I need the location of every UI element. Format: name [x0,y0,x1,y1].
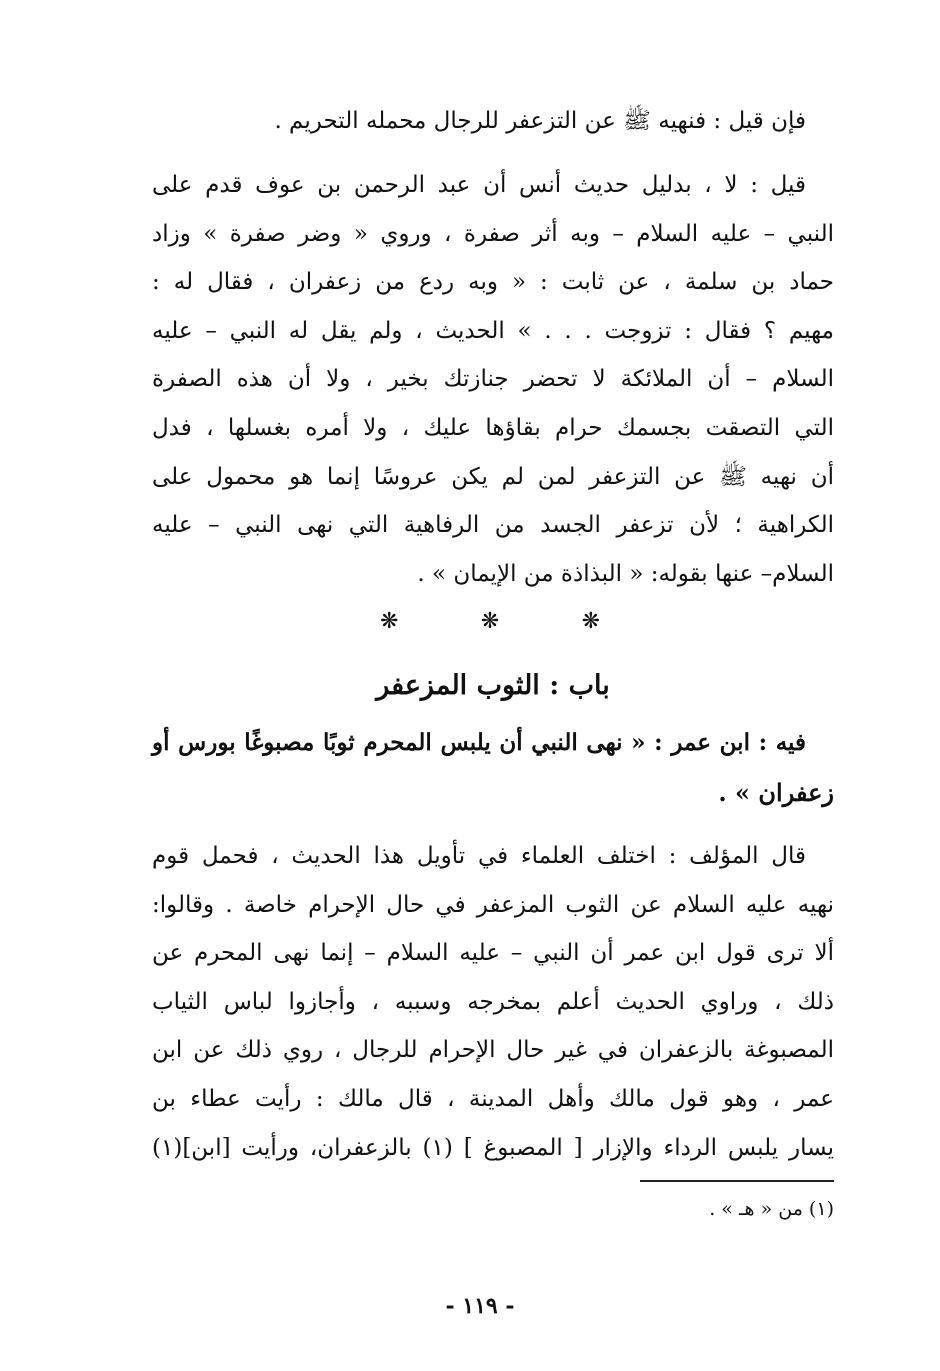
text-line: السلام– عنها بقوله: « البذاذة من الإيمان » . [417,560,834,587]
text-line: التي التصقت بجسمك حرام بقاؤها عليك ، ولا أمره بغسلها ، فدل [152,414,834,441]
text-line: يسار يلبس الرداء والإزار [ المصبوغ ] (١) بالزعفران، ورأيت [ابن](١) [152,1134,834,1161]
text-line: السلام – أن الملائكة لا تحضر جنازتك بخير ، ولا أن هذه الصفرة [152,366,834,393]
text-line: المصبوغة بالزعفران في غير حال الإحرام للرجال ، روي ذلك عن ابن [152,1037,834,1064]
text-line: ألا ترى قول ابن عمر أن النبي – عليه السلام – إنما نهى المحرم عن [152,940,834,967]
section-separator [380,607,600,637]
star-ornament-icon: ❋ [480,609,500,634]
text-line: الكراهية ؛ لأن تزعفر الجسد من الرفاهية التي نهى النبي – عليه [152,512,834,539]
paragraph-commentary [152,832,834,1172]
text-line: النبي – عليه السلام – وبه أثر صفرة ، وروي « وضر صفرة » وزاد [152,220,834,247]
hadith-text [152,718,834,818]
footnote-divider [640,1180,834,1182]
text-line: فإن قيل : فنهيه ﷺ عن التزعفر للرجال محمله التحريم . [274,108,806,134]
chapter-heading: باب : الثوب المزعفر [376,670,610,701]
text-line: مهيم ؟ فقال : تزوجت . . . » الحديث ، ولم يقل له النبي – عليه [152,317,834,344]
paragraph-question [152,97,834,146]
paragraph-answer [152,161,834,598]
text-line: نهيه عليه السلام عن الثوب المزعفر في حال الإحرام خاصة . وقالوا: [152,891,834,918]
text-line: قال المؤلف : اختلف العلماء في تأويل هذا الحديث ، فحمل قوم [152,843,806,869]
page-number: - ١١٩ - [445,1293,515,1319]
text-line: قيل : لا ، بدليل حديث أنس أن عبد الرحمن بن عوف قدم على [152,172,806,198]
text-line: حماد بن سلمة ، عن ثابت : « وبه ردع من زعفران ، فقال له : [152,269,834,296]
star-ornament-icon: ❋ [380,609,399,634]
text-line: أن نهيه ﷺ عن التزعفر لمن لم يكن عروسًا إنما هو محمول على [152,463,834,490]
footnote: (١) من « هـ » . [709,1198,834,1220]
text-line: عمر ، وهو قول مالك وأهل المدينة ، قال مالك : رأيت عطاء بن [152,1085,834,1112]
text-line: ذلك ، وراوي الحديث أعلم بمخرجه وسببه ، وأجازوا لباس الثياب [152,988,834,1015]
text-line: زعفران » . [718,778,834,807]
text-line: فيه : ابن عمر : « نهى النبي أن يلبس المحرم ثوبًا مصبوغًا بورس أو [152,729,806,756]
star-ornament-icon: ❋ [581,609,600,634]
